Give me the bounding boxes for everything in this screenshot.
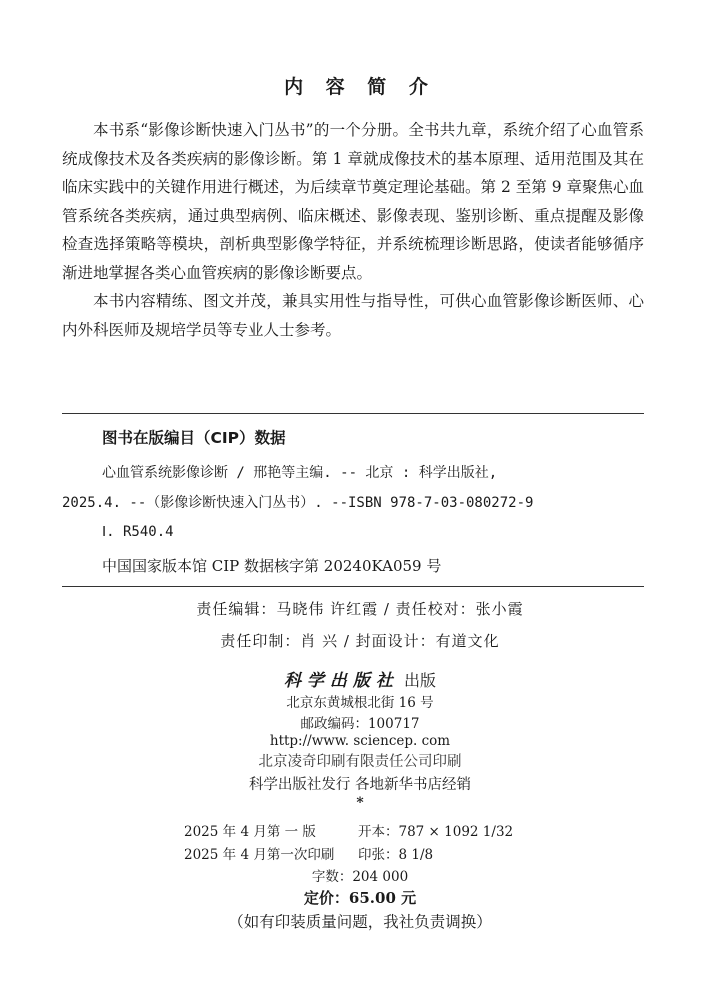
wordcount-info: 字数：204 000 (311, 869, 409, 885)
intro-body (62, 116, 644, 344)
printer-line: 北京凌奇印刷有限责任公司印刷 (258, 754, 462, 770)
sheets-info: 印张：8 1/8 (358, 847, 434, 863)
price-line (0, 887, 720, 908)
cip-heading: 图书在版编目（CIP）数据 (102, 429, 286, 447)
impression-info: 2025 年 4 月第一次印刷 (184, 847, 335, 863)
publisher-website: http://www. sciencep. com (269, 733, 451, 749)
format-info: 开本：787 × 1092 1/32 (358, 824, 514, 840)
publisher-logo: 科学出版社 (283, 671, 399, 691)
credits-line-1: 责任编辑：马晓伟 许红霞 / 责任校对：张小霞 (196, 600, 524, 618)
cip-line-2: 2025.4. --（影像诊断快速入门丛书）. --ISBN 978-7-03-080272-9 (62, 495, 534, 511)
quality-notice: （如有印装质量问题，我社负责调换） (228, 913, 492, 931)
edition-info: 2025 年 4 月第 一 版 (184, 824, 316, 840)
publisher-address: 北京东黄城根北街 16 号 (286, 695, 434, 711)
separator-star: * (356, 795, 364, 811)
intro-paragraph-1: 本书系“影像诊断快速入门丛书”的一个分册。全书共九章，系统介绍了心血管系统成像技术及各类疾病的影像诊断。第 1 章就成像技术的基本原理、适用范围及其在临床实践中的关键作用进行概述，为后续章节奠定理论基础。第 2 至第 9 章聚焦心血管系统各类疾病，通过典型病例、临床概述、影像表现、鉴别诊断、重点提醒及影像检查选择策略等模块，剖析典型影像学特征，并系统梳理诊断思路，使读者能够循序渐进地掌握各类心血管疾病的影像诊断要点。 (62, 121, 644, 282)
intro-paragraph-2: 本书内容精练、图文并茂，兼具实用性与指导性，可供心血管影像诊断医师、心内外科医师及规培学员等专业人士参考。 (62, 292, 644, 339)
cip-bottom-rule (62, 586, 644, 587)
cip-top-rule (62, 413, 644, 414)
price-label: 定价： (303, 889, 349, 907)
publisher-line (0, 666, 720, 691)
intro-title: 内 容 简 介 (284, 76, 436, 98)
cip-line-4: 中国国家版本馆 CIP 数据核字第 20240KA059 号 (102, 557, 442, 575)
publisher-postcode: 邮政编码：100717 (300, 716, 420, 732)
distribution-line: 科学出版社发行 各地新华书店经销 (248, 777, 472, 793)
cip-line-1: 心血管系统影像诊断 / 邢艳等主编. -- 北京 : 科学出版社, (102, 465, 498, 481)
credits-line-2: 责任印制：肖 兴 / 封面设计：有道文化 (220, 632, 500, 650)
publisher-suffix: 出版 (404, 671, 437, 690)
price-value: 65.00 元 (348, 889, 417, 907)
cip-line-3: Ⅰ. R540.4 (102, 524, 174, 540)
